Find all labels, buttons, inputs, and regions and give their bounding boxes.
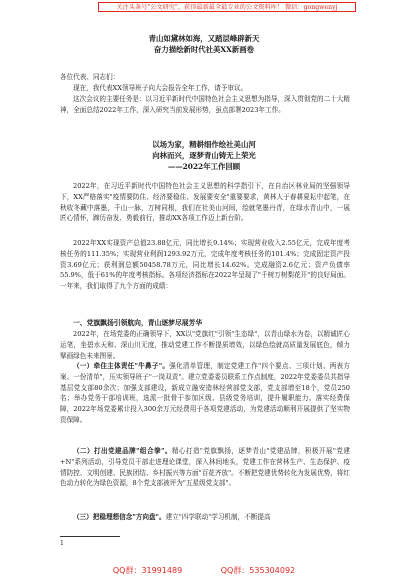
promo-banner-text: 关注头条号"公文研究"，获得最新最全最专业的公文资料库！ 微信：gongwenyj: [98, 2, 356, 12]
body-paragraph-3: 2022年，在场党委的正确领导下，XX以"党旗红"引领"生态绿"，以青山绿水为卷，以精诚匠心运笔，坐碧水天和、深山川无度，推动党建工作不断提质增效，以绿色绘就高质量发展底色，倾力擘画绿色未来图景。: [60, 330, 350, 360]
doc-title-line1: 青山如黛林如海，又踏层峰辟新天: [148, 34, 260, 43]
section-title-line2: 向林而兴，逐梦青山铸无上荣光: [152, 151, 256, 160]
qq-group-2: QQ群：535304092: [220, 566, 296, 575]
footnote-number: 1: [60, 540, 64, 547]
intro-paragraph-1: 现在，我代表XX领导班子向大会报告全年工作，请予审议。: [73, 84, 248, 92]
body-paragraph-2: 2022年XX实现资产总值23.88亿元，同比增长9.14%；实现营业收入2.55亿元，完成年度考核任务的111.35%；实现营业利润1293.92万元，完成年度考核任务的101.4%；完成固定资产投资3.69亿元；获利润总额50458.78万元，同比增长14.62%。完成融资2.6亿元；资产负债率55.9%，低于61%的年度考核指标。各项经济指标在2022年呈现了"千树万树梨花开"的良好局面。一年来，我们取得了九个方面的成绩：: [60, 239, 350, 291]
section-title-line1: 以场为家，精耕细作绘社美山河: [152, 140, 256, 149]
item-3-text: 建立"四学联动"学习机制，不断提高: [165, 513, 271, 521]
doc-title-line2: 奋力描绘新时代社美XX新画卷: [153, 45, 255, 54]
item-2: [60, 446, 350, 489]
body-paragraph-1: 2022年，在习近平新时代中国特色社会主义思想的科学指引下，在自治区林业局的坚强领导下，XX严格落实"疫情要防住、经济要稳住、发展要安全"重要要求，黄林人于春耕夏耘中起笔，在秋收冬藏中落墨，千山一脉，万树同根，我们在社美山河间，绘就笔墨丹青，在绿水青山中，一展匠心情怀，蹄历奋发、勇毅前行，推动XX各项工作迈上新台阶。: [60, 182, 350, 223]
item-1-text: 强化清单管理，制定党建工作"四个要点、三项计划、两表方案、一份清单"，压实领导班子"一岗双责"。建立党委委员联系工作点制度，2022年党委委员共指导基层党支部80余次；加强支部建设，新成立融安造林经营部党支部，党支部增至18个，党员250名；举办党务干部培训班，选派一批骨干参加区级、县级党务培训，提升履职能力。落实经费保障，2022年场党委累计投入300余万元经费用于各项党建活动，为党建活动顺利开展提供了坚实物资保障。: [60, 362, 350, 424]
section-title-line3: ——2022年工作回顾: [167, 162, 241, 171]
subsection-heading-1: 一、党旗飘扬引领航向，青山逐梦尽展芳华: [73, 319, 203, 327]
item-2-heading: （二）打出党建品牌"组合拳"。: [73, 447, 172, 455]
item-3: [60, 512, 350, 523]
qq-group-1: QQ群：31991489: [112, 566, 183, 575]
greeting: 各位代表、同志们：: [60, 73, 120, 81]
footnote-divider: [60, 536, 120, 537]
item-3-heading: （三）把稳理想信念"方向盘"。: [73, 513, 166, 521]
top-banner: [0, 0, 408, 14]
item-2-text: 精心打造"党旗飘扬，逐梦青山"党建品牌，积极开展"党建+N"系列活动，引导党员干部走进理论课堂，深入林间地头，党建工作在营林生产、生态保护、疫情防控、文明创建、民族团结、乡村振兴等方面"百花齐放"。不断把党建优势转化为发展优势，将红色动力转化为绿色资源，8个党支部被评为"五星级党支部"。: [60, 447, 350, 488]
item-1: [60, 361, 350, 426]
item-1-heading: （一）牵住主体责任"牛鼻子"。: [73, 362, 170, 370]
intro-paragraph-2: 这次会议的主要任务是：以习近平新时代中国特色社会主义思想为指导，深入贯彻党的二十大精神，全面总结2022年工作，深入研究当前发展形势，虽点部署2023年工作。: [60, 95, 350, 114]
contact-bar: [0, 565, 408, 576]
